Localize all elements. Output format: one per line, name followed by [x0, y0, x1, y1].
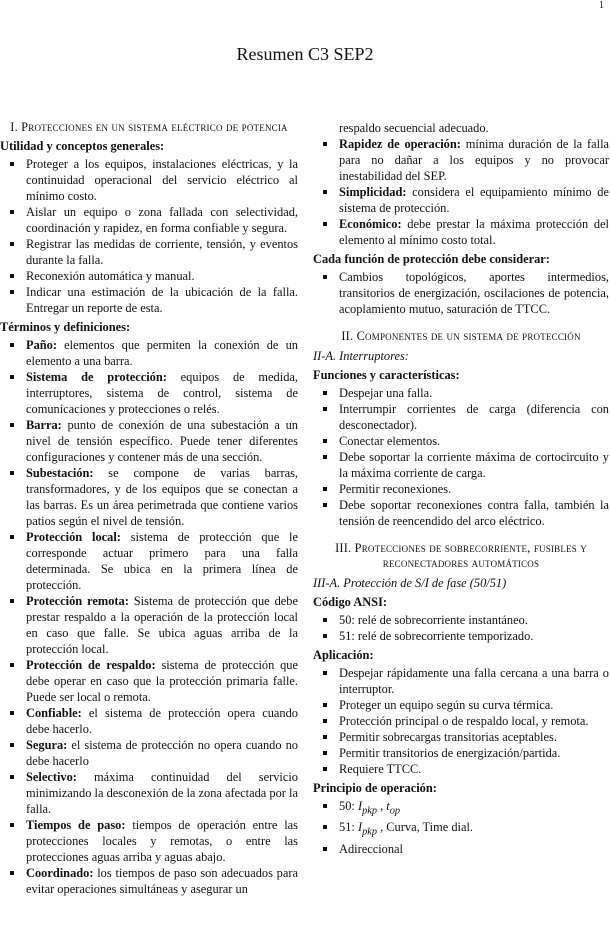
- definition-item: [313, 184, 609, 216]
- subsection-2a-title: II-A. Interruptores:: [313, 349, 409, 363]
- list-item: Reconexión automática y manual.: [0, 268, 298, 284]
- definition-term: Barra:: [26, 418, 62, 432]
- terminos-list: [0, 337, 298, 897]
- utilidad-heading: Utilidad y conceptos generales:: [0, 139, 165, 153]
- list-item: Indicar una estimación de la ubicación de la falla. Entregar un reporte de esta.: [0, 284, 298, 316]
- list-item: Despejar rápidamente una falla cercana a una barra o interruptor.: [313, 665, 609, 697]
- definition-text: máxima continuidad del servicio minimizando la desconexión de la zona afectada por la falla.: [26, 770, 298, 816]
- definition-text: tiempos de operación entre las protecciones locales y remotas, o entre las protecciones aguas arriba y aguas abajo.: [26, 818, 299, 864]
- definition-term: Selectivo:: [26, 770, 77, 784]
- list-item: Registrar las medidas de corriente, tensión, y eventos durante la falla.: [0, 236, 298, 268]
- list-item: Cambios topológicos, aportes intermedios, transitorios de energización, oscilaciones de potencia, acoplamiento mutuo, saturación de TTCC.: [313, 269, 609, 317]
- document-title: Resumen C3 SEP2: [236, 44, 374, 64]
- list-item: 51: relé de sobrecorriente temporizado.: [313, 628, 609, 644]
- definition-text: el sistema de protección no opera cuando no debe hacerlo: [26, 738, 298, 768]
- definition-item: [0, 337, 298, 369]
- principio-heading: Principio de operación:: [313, 781, 437, 795]
- definition-term: Segura:: [26, 738, 68, 752]
- subsection-3a-title: III-A. Protección de S/I de fase (50/51): [313, 576, 507, 590]
- definition-term: Protección local:: [26, 530, 121, 544]
- funciones-heading: Funciones y características:: [313, 368, 460, 382]
- utilidad-list: [0, 156, 298, 316]
- list-item: Despejar una falla.: [313, 385, 609, 401]
- list-item: [313, 798, 609, 819]
- definition-text: considera el equipamiento mínimo de sistema de protección.: [339, 185, 609, 215]
- funcion-heading: Cada función de protección debe considerar:: [313, 252, 550, 266]
- definition-text: el sistema de protección opera cuando debe hacerlo.: [26, 706, 298, 736]
- definition-term: Rapidez de operación:: [339, 137, 461, 151]
- definition-term: Coordinado:: [26, 866, 94, 880]
- list-item: Aislar un equipo o zona fallada con selectividad, coordinación y rapidez, en forma confiable y segura.: [0, 204, 298, 236]
- list-item: Permitir transitorios de energización/partida.: [313, 745, 609, 761]
- list-item: Debe soportar la corriente máxima de cortocircuito y la máxima corriente de carga.: [313, 449, 609, 481]
- definition-text: equipos de medida, interruptores, sistema de control, sistema de comunicaciones y protecciones o relés.: [26, 370, 298, 416]
- formula-part-mid: , Curva, Time dial.: [377, 820, 474, 835]
- definition-item: [0, 657, 298, 705]
- funciones-list: [313, 385, 609, 529]
- aplicacion-heading: Aplicación:: [313, 648, 374, 662]
- left-column: [0, 120, 298, 897]
- definition-text: sistema de protección que le corresponde actuar primero para una falla determinada. Se ubica en la primera línea de protección.: [26, 530, 298, 592]
- list-item-continuation: respaldo secuencial adecuado.: [339, 121, 489, 135]
- definition-item: [0, 369, 298, 417]
- list-item: Requiere TTCC.: [313, 761, 609, 777]
- section-2-title: II. Componentes de un sistema de protección: [341, 329, 581, 343]
- list-item: Proteger a los equipos, instalaciones eléctricas, y la continuidad operacional del servicio eléctrico al mínimo costo.: [0, 156, 298, 204]
- list-item: Conectar elementos.: [313, 433, 609, 449]
- definition-item: [0, 705, 298, 737]
- definition-text: elementos que permiten la conexión de un elemento a una barra.: [26, 338, 298, 368]
- definition-item: [0, 817, 298, 865]
- definition-term: Simplicidad:: [339, 185, 407, 199]
- aplicacion-list: [313, 665, 609, 777]
- definition-term: Subestación:: [26, 466, 94, 480]
- list-item: [313, 819, 609, 840]
- definition-term: Económico:: [339, 217, 402, 231]
- list-item: Protección principal o de respaldo local, y remota.: [313, 713, 609, 729]
- formula-part-sub1: pkp: [362, 805, 377, 817]
- definition-item: [0, 593, 298, 657]
- formula-part-math1: I: [357, 820, 363, 835]
- definition-item: [0, 529, 298, 593]
- formula-part-prefix: 51:: [339, 820, 358, 835]
- funcion-list: [313, 269, 609, 317]
- formula-part-mid: ,: [377, 799, 387, 813]
- list-item: Proteger un equipo según su curva térmica.: [313, 697, 609, 713]
- formula-part-math1: I: [357, 799, 363, 813]
- section-1-title: I. Protecciones en un sistema eléctrico de potencia: [10, 120, 288, 134]
- ansi-list: [313, 612, 609, 644]
- definition-text: se compone de varias barras, transformadores, y de los equipos que se conectan a las barras. Es un área perimetrada que contiene varios patios según el nivel de tensión.: [26, 466, 298, 528]
- formula-part-prefix: 50:: [339, 799, 358, 813]
- list-item: Debe soportar reconexiones contra falla, también la tensión de reencendido del arco eléctrico.: [313, 497, 609, 529]
- list-item: Interrumpir corrientes de carga (diferencia con desconectador).: [313, 401, 609, 433]
- definition-term: Protección de respaldo:: [26, 658, 156, 672]
- page-number: 1: [599, 0, 604, 11]
- formula-part-sub2: op: [389, 805, 401, 817]
- definition-term: Tiempos de paso:: [26, 818, 126, 832]
- list-item: [313, 841, 609, 857]
- definition-text: debe prestar la máxima protección del elemento al mínimo costo total.: [339, 217, 609, 247]
- ansi-heading: Código ANSI:: [313, 595, 388, 609]
- definition-item: [0, 865, 298, 897]
- section-3-title: III. Protecciones de sobrecorriente, fusibles y reconectadores automáticos: [335, 541, 587, 570]
- formula-part-prefix: Adireccional: [339, 841, 403, 856]
- definition-text: punto de conexión de una subestación a un nivel de tensión específico. Puede tener diferentes configuraciones y contener más de una sección.: [26, 418, 298, 464]
- definition-term: Paño:: [26, 338, 57, 352]
- definition-item: [0, 737, 298, 769]
- definition-term: Sistema de protección:: [26, 370, 167, 384]
- definition-text: sistema de protección que debe operar en caso que la protección primaria falle. Puede ser local o remota.: [26, 658, 299, 704]
- principio-list: [313, 798, 609, 857]
- definition-item: [0, 769, 298, 817]
- right-column: [313, 120, 609, 857]
- definition-term: Confiable:: [26, 706, 82, 720]
- definition-text: Sistema de protección que debe prestar respaldo a la operación de la protección local en caso que falle. Se ubica aguas arriba de la protección local.: [26, 594, 298, 656]
- definition-term: Protección remota:: [26, 594, 129, 608]
- formula-part-sub1: pkp: [362, 826, 377, 838]
- formula-part-math2: t: [386, 799, 390, 813]
- definition-item: [0, 417, 298, 465]
- terminos-continued-list: [313, 136, 609, 248]
- definition-item: [0, 465, 298, 529]
- list-item: Permitir sobrecargas transitorias aceptables.: [313, 729, 609, 745]
- definition-text: los tiempos de paso son adecuados para evitar operaciones simultáneas y asegurar un: [26, 866, 298, 896]
- definition-text: mínima duración de la falla para no dañar a los equipos y no provocar inestabilidad del SEP.: [339, 137, 610, 183]
- definition-item: [313, 136, 609, 184]
- list-item: 50: relé de sobrecorriente instantáneo.: [313, 612, 609, 628]
- terminos-heading: Términos y definiciones:: [0, 320, 131, 334]
- list-item: Permitir reconexiones.: [313, 481, 609, 497]
- definition-item: [313, 216, 609, 248]
